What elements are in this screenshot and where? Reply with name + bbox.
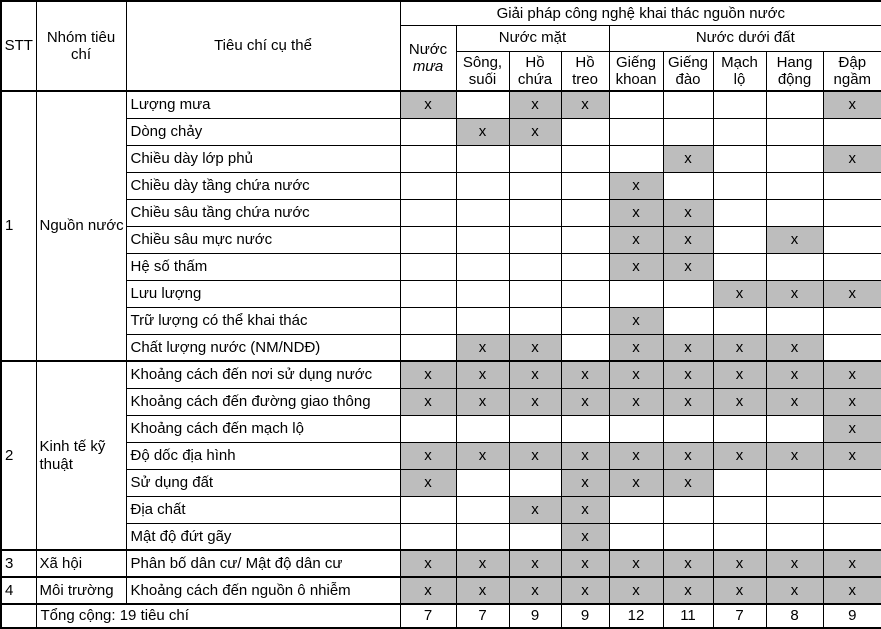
mark-cell-checked: x — [561, 361, 609, 388]
mark-cell-checked: x — [561, 388, 609, 415]
mark-cell-checked: x — [663, 469, 713, 496]
mark-cell-empty — [561, 307, 609, 334]
mark-cell-empty — [609, 118, 663, 145]
mark-cell-checked: x — [609, 469, 663, 496]
mark-cell-empty — [766, 145, 823, 172]
criterion-label: Hệ số thấm — [126, 253, 400, 280]
mark-cell-empty — [609, 415, 663, 442]
header-col-ho-chua: Hồ chứa — [509, 51, 561, 91]
mark-cell-empty — [663, 496, 713, 523]
mark-cell-checked: x — [766, 442, 823, 469]
mark-cell-checked: x — [663, 145, 713, 172]
mark-cell-empty — [609, 523, 663, 550]
criterion-label: Sử dụng đất — [126, 469, 400, 496]
total-cell: 8 — [766, 604, 823, 628]
mark-cell-checked: x — [509, 118, 561, 145]
mark-cell-empty — [766, 91, 823, 118]
criterion-label: Khoảng cách đến đường giao thông — [126, 388, 400, 415]
mark-cell-empty — [561, 280, 609, 307]
mark-cell-empty — [766, 253, 823, 280]
mark-cell-checked: x — [663, 577, 713, 604]
mark-cell-empty — [400, 307, 456, 334]
table-row — [1, 226, 881, 253]
criterion-label: Khoảng cách đến mạch lộ — [126, 415, 400, 442]
table-row — [1, 496, 881, 523]
mark-cell-empty — [713, 496, 766, 523]
total-cell: 9 — [509, 604, 561, 628]
mark-cell-empty — [663, 415, 713, 442]
mark-cell-empty — [400, 199, 456, 226]
group-stt: 3 — [1, 550, 36, 577]
mark-cell-empty — [713, 469, 766, 496]
mark-cell-checked: x — [561, 469, 609, 496]
mark-cell-checked: x — [663, 199, 713, 226]
header-solutions-title: Giải pháp công nghệ khai thác nguồn nước — [400, 1, 881, 25]
table-row — [1, 415, 881, 442]
mark-cell-checked: x — [400, 91, 456, 118]
header-rain-water — [400, 25, 456, 91]
criterion-label: Địa chất — [126, 496, 400, 523]
table-row — [1, 361, 881, 388]
mark-cell-empty — [713, 253, 766, 280]
footer-total-label: Tổng cộng: 19 tiêu chí — [36, 604, 400, 628]
mark-cell-checked: x — [400, 577, 456, 604]
total-cell: 7 — [456, 604, 509, 628]
mark-cell-empty — [456, 280, 509, 307]
mark-cell-checked: x — [663, 334, 713, 361]
mark-cell-empty — [823, 172, 881, 199]
mark-cell-checked: x — [561, 91, 609, 118]
mark-cell-checked: x — [609, 226, 663, 253]
mark-cell-empty — [456, 199, 509, 226]
mark-cell-empty — [561, 199, 609, 226]
table-row — [1, 172, 881, 199]
mark-cell-checked: x — [713, 442, 766, 469]
mark-cell-empty — [400, 226, 456, 253]
mark-cell-empty — [823, 496, 881, 523]
table-row — [1, 253, 881, 280]
mark-cell-checked: x — [509, 442, 561, 469]
header-col-gieng-dao: Giếng đào — [663, 51, 713, 91]
mark-cell-checked: x — [766, 226, 823, 253]
mark-cell-checked: x — [663, 226, 713, 253]
mark-cell-empty — [713, 172, 766, 199]
header-criterion-col: Tiêu chí cụ thể — [126, 1, 400, 91]
mark-cell-checked: x — [663, 253, 713, 280]
table-row — [1, 334, 881, 361]
mark-cell-empty — [823, 469, 881, 496]
group-label: Nguồn nước — [36, 91, 126, 361]
mark-cell-empty — [663, 280, 713, 307]
header-group-col: Nhóm tiêu chí — [36, 1, 126, 91]
table-row — [1, 118, 881, 145]
table-row — [1, 469, 881, 496]
mark-cell-checked: x — [823, 550, 881, 577]
mark-cell-checked: x — [509, 577, 561, 604]
mark-cell-checked: x — [456, 550, 509, 577]
group-stt: 1 — [1, 91, 36, 361]
mark-cell-checked: x — [456, 361, 509, 388]
header-col-gieng-khoan: Giếng khoan — [609, 51, 663, 91]
mark-cell-empty — [509, 253, 561, 280]
mark-cell-empty — [713, 145, 766, 172]
mark-cell-checked: x — [509, 361, 561, 388]
mark-cell-checked: x — [456, 442, 509, 469]
mark-cell-empty — [823, 253, 881, 280]
mark-cell-empty — [509, 145, 561, 172]
mark-cell-empty — [713, 91, 766, 118]
group-label: Kinh tế kỹ thuật — [36, 361, 126, 550]
mark-cell-checked: x — [713, 361, 766, 388]
mark-cell-empty — [456, 172, 509, 199]
mark-cell-empty — [561, 145, 609, 172]
mark-cell-empty — [713, 118, 766, 145]
mark-cell-checked: x — [400, 388, 456, 415]
mark-cell-checked: x — [766, 361, 823, 388]
mark-cell-empty — [766, 496, 823, 523]
total-cell: 11 — [663, 604, 713, 628]
header-stt: STT — [1, 1, 36, 91]
mark-cell-checked: x — [713, 334, 766, 361]
mark-cell-checked: x — [766, 334, 823, 361]
criterion-label: Mật độ đứt gãy — [126, 523, 400, 550]
mark-cell-empty — [663, 523, 713, 550]
header-ground-water: Nước dưới đất — [609, 25, 881, 51]
mark-cell-empty — [609, 496, 663, 523]
mark-cell-checked: x — [561, 577, 609, 604]
header-col-song-suoi: Sông, suối — [456, 51, 509, 91]
mark-cell-checked: x — [400, 442, 456, 469]
mark-cell-empty — [823, 118, 881, 145]
total-cell: 9 — [823, 604, 881, 628]
mark-cell-checked: x — [609, 442, 663, 469]
mark-cell-checked: x — [509, 91, 561, 118]
mark-cell-checked: x — [561, 496, 609, 523]
mark-cell-empty — [663, 91, 713, 118]
mark-cell-empty — [823, 199, 881, 226]
criterion-label: Chiều sâu mực nước — [126, 226, 400, 253]
mark-cell-checked: x — [663, 388, 713, 415]
mark-cell-checked: x — [823, 91, 881, 118]
criterion-label: Khoảng cách đến nơi sử dụng nước — [126, 361, 400, 388]
mark-cell-empty — [561, 415, 609, 442]
total-cell: 9 — [561, 604, 609, 628]
mark-cell-empty — [561, 226, 609, 253]
mark-cell-empty — [823, 334, 881, 361]
mark-cell-empty — [456, 91, 509, 118]
header-col-ho-treo: Hồ treo — [561, 51, 609, 91]
group-label: Môi trường — [36, 577, 126, 604]
mark-cell-checked: x — [456, 577, 509, 604]
mark-cell-empty — [663, 172, 713, 199]
mark-cell-empty — [456, 415, 509, 442]
mark-cell-empty — [456, 253, 509, 280]
mark-cell-empty — [400, 415, 456, 442]
mark-cell-checked: x — [456, 334, 509, 361]
criteria-table-body — [1, 91, 881, 604]
criterion-label: Lượng mưa — [126, 91, 400, 118]
table-row — [1, 280, 881, 307]
mark-cell-empty — [823, 307, 881, 334]
mark-cell-checked: x — [823, 442, 881, 469]
table-row — [1, 145, 881, 172]
mark-cell-empty — [509, 226, 561, 253]
mark-cell-empty — [766, 415, 823, 442]
mark-cell-checked: x — [823, 577, 881, 604]
table-row — [1, 550, 881, 577]
table-row — [1, 523, 881, 550]
mark-cell-empty — [400, 118, 456, 145]
mark-cell-checked: x — [823, 388, 881, 415]
criterion-label: Lưu lượng — [126, 280, 400, 307]
mark-cell-empty — [713, 523, 766, 550]
mark-cell-checked: x — [823, 361, 881, 388]
mark-cell-empty — [400, 280, 456, 307]
mark-cell-empty — [561, 253, 609, 280]
mark-cell-empty — [713, 415, 766, 442]
mark-cell-empty — [713, 199, 766, 226]
mark-cell-empty — [509, 172, 561, 199]
mark-cell-empty — [400, 172, 456, 199]
mark-cell-empty — [509, 415, 561, 442]
mark-cell-empty — [400, 253, 456, 280]
mark-cell-checked: x — [561, 442, 609, 469]
mark-cell-checked: x — [400, 550, 456, 577]
mark-cell-checked: x — [400, 469, 456, 496]
group-stt: 2 — [1, 361, 36, 550]
mark-cell-empty — [766, 523, 823, 550]
criterion-label: Dòng chảy — [126, 118, 400, 145]
mark-cell-checked: x — [609, 388, 663, 415]
mark-cell-checked: x — [609, 199, 663, 226]
mark-cell-empty — [663, 307, 713, 334]
mark-cell-empty — [456, 145, 509, 172]
mark-cell-empty — [400, 145, 456, 172]
mark-cell-checked: x — [609, 172, 663, 199]
mark-cell-checked: x — [456, 118, 509, 145]
totals-row — [1, 604, 881, 628]
mark-cell-checked: x — [400, 361, 456, 388]
table-header — [1, 1, 881, 91]
mark-cell-empty — [509, 199, 561, 226]
total-cell: 7 — [713, 604, 766, 628]
criterion-label: Độ dốc địa hình — [126, 442, 400, 469]
mark-cell-checked: x — [561, 523, 609, 550]
header-rain-line2: mưa — [412, 57, 444, 75]
mark-cell-empty — [400, 334, 456, 361]
mark-cell-empty — [766, 469, 823, 496]
mark-cell-checked: x — [713, 550, 766, 577]
header-rain-line1: Nước — [408, 40, 448, 58]
mark-cell-empty — [823, 523, 881, 550]
table-row — [1, 91, 881, 118]
mark-cell-empty — [456, 226, 509, 253]
group-label: Xã hội — [36, 550, 126, 577]
mark-cell-checked: x — [609, 361, 663, 388]
header-col-hang-dong: Hang động — [766, 51, 823, 91]
header-col-dap-ngam: Đập ngầm — [823, 51, 881, 91]
mark-cell-empty — [766, 307, 823, 334]
table-footer — [1, 604, 881, 628]
criterion-label: Phân bố dân cư/ Mật độ dân cư — [126, 550, 400, 577]
footer-stt-empty — [1, 604, 36, 628]
mark-cell-checked: x — [766, 577, 823, 604]
mark-cell-empty — [561, 334, 609, 361]
mark-cell-empty — [561, 118, 609, 145]
mark-cell-empty — [766, 199, 823, 226]
mark-cell-empty — [713, 226, 766, 253]
mark-cell-checked: x — [823, 415, 881, 442]
mark-cell-empty — [609, 145, 663, 172]
mark-cell-checked: x — [609, 334, 663, 361]
mark-cell-checked: x — [713, 280, 766, 307]
mark-cell-empty — [766, 172, 823, 199]
total-cell: 7 — [400, 604, 456, 628]
table-row — [1, 388, 881, 415]
criterion-label: Chiều dày tầng chứa nước — [126, 172, 400, 199]
mark-cell-empty — [400, 496, 456, 523]
mark-cell-empty — [456, 496, 509, 523]
total-cell: 12 — [609, 604, 663, 628]
mark-cell-checked: x — [766, 280, 823, 307]
mark-cell-empty — [509, 469, 561, 496]
mark-cell-checked: x — [609, 550, 663, 577]
mark-cell-checked: x — [713, 388, 766, 415]
mark-cell-empty — [823, 226, 881, 253]
mark-cell-checked: x — [509, 388, 561, 415]
mark-cell-checked: x — [713, 577, 766, 604]
mark-cell-checked: x — [663, 550, 713, 577]
criterion-label: Khoảng cách đến nguồn ô nhiễm — [126, 577, 400, 604]
mark-cell-empty — [400, 523, 456, 550]
mark-cell-checked: x — [766, 388, 823, 415]
table-row — [1, 307, 881, 334]
mark-cell-checked: x — [766, 550, 823, 577]
mark-cell-checked: x — [456, 388, 509, 415]
mark-cell-empty — [766, 118, 823, 145]
criterion-label: Chất lượng nước (NM/NDĐ) — [126, 334, 400, 361]
mark-cell-empty — [561, 172, 609, 199]
table-row — [1, 199, 881, 226]
mark-cell-empty — [609, 91, 663, 118]
mark-cell-empty — [456, 307, 509, 334]
mark-cell-checked: x — [823, 145, 881, 172]
mark-cell-checked: x — [609, 253, 663, 280]
header-surface-water: Nước mặt — [456, 25, 609, 51]
group-stt: 4 — [1, 577, 36, 604]
mark-cell-checked: x — [609, 577, 663, 604]
criterion-label: Trữ lượng có thể khai thác — [126, 307, 400, 334]
mark-cell-checked: x — [663, 442, 713, 469]
table-row — [1, 442, 881, 469]
mark-cell-checked: x — [509, 550, 561, 577]
mark-cell-empty — [456, 469, 509, 496]
mark-cell-empty — [456, 523, 509, 550]
mark-cell-empty — [509, 307, 561, 334]
mark-cell-empty — [509, 523, 561, 550]
mark-cell-checked: x — [609, 307, 663, 334]
criterion-label: Chiều dày lớp phủ — [126, 145, 400, 172]
header-col-mach-lo: Mạch lộ — [713, 51, 766, 91]
table-row — [1, 577, 881, 604]
mark-cell-empty — [663, 118, 713, 145]
mark-cell-checked: x — [509, 496, 561, 523]
mark-cell-checked: x — [509, 334, 561, 361]
criterion-label: Chiều sâu tầng chứa nước — [126, 199, 400, 226]
mark-cell-checked: x — [823, 280, 881, 307]
mark-cell-checked: x — [663, 361, 713, 388]
mark-cell-checked: x — [561, 550, 609, 577]
mark-cell-empty — [713, 307, 766, 334]
mark-cell-empty — [509, 280, 561, 307]
mark-cell-empty — [609, 280, 663, 307]
